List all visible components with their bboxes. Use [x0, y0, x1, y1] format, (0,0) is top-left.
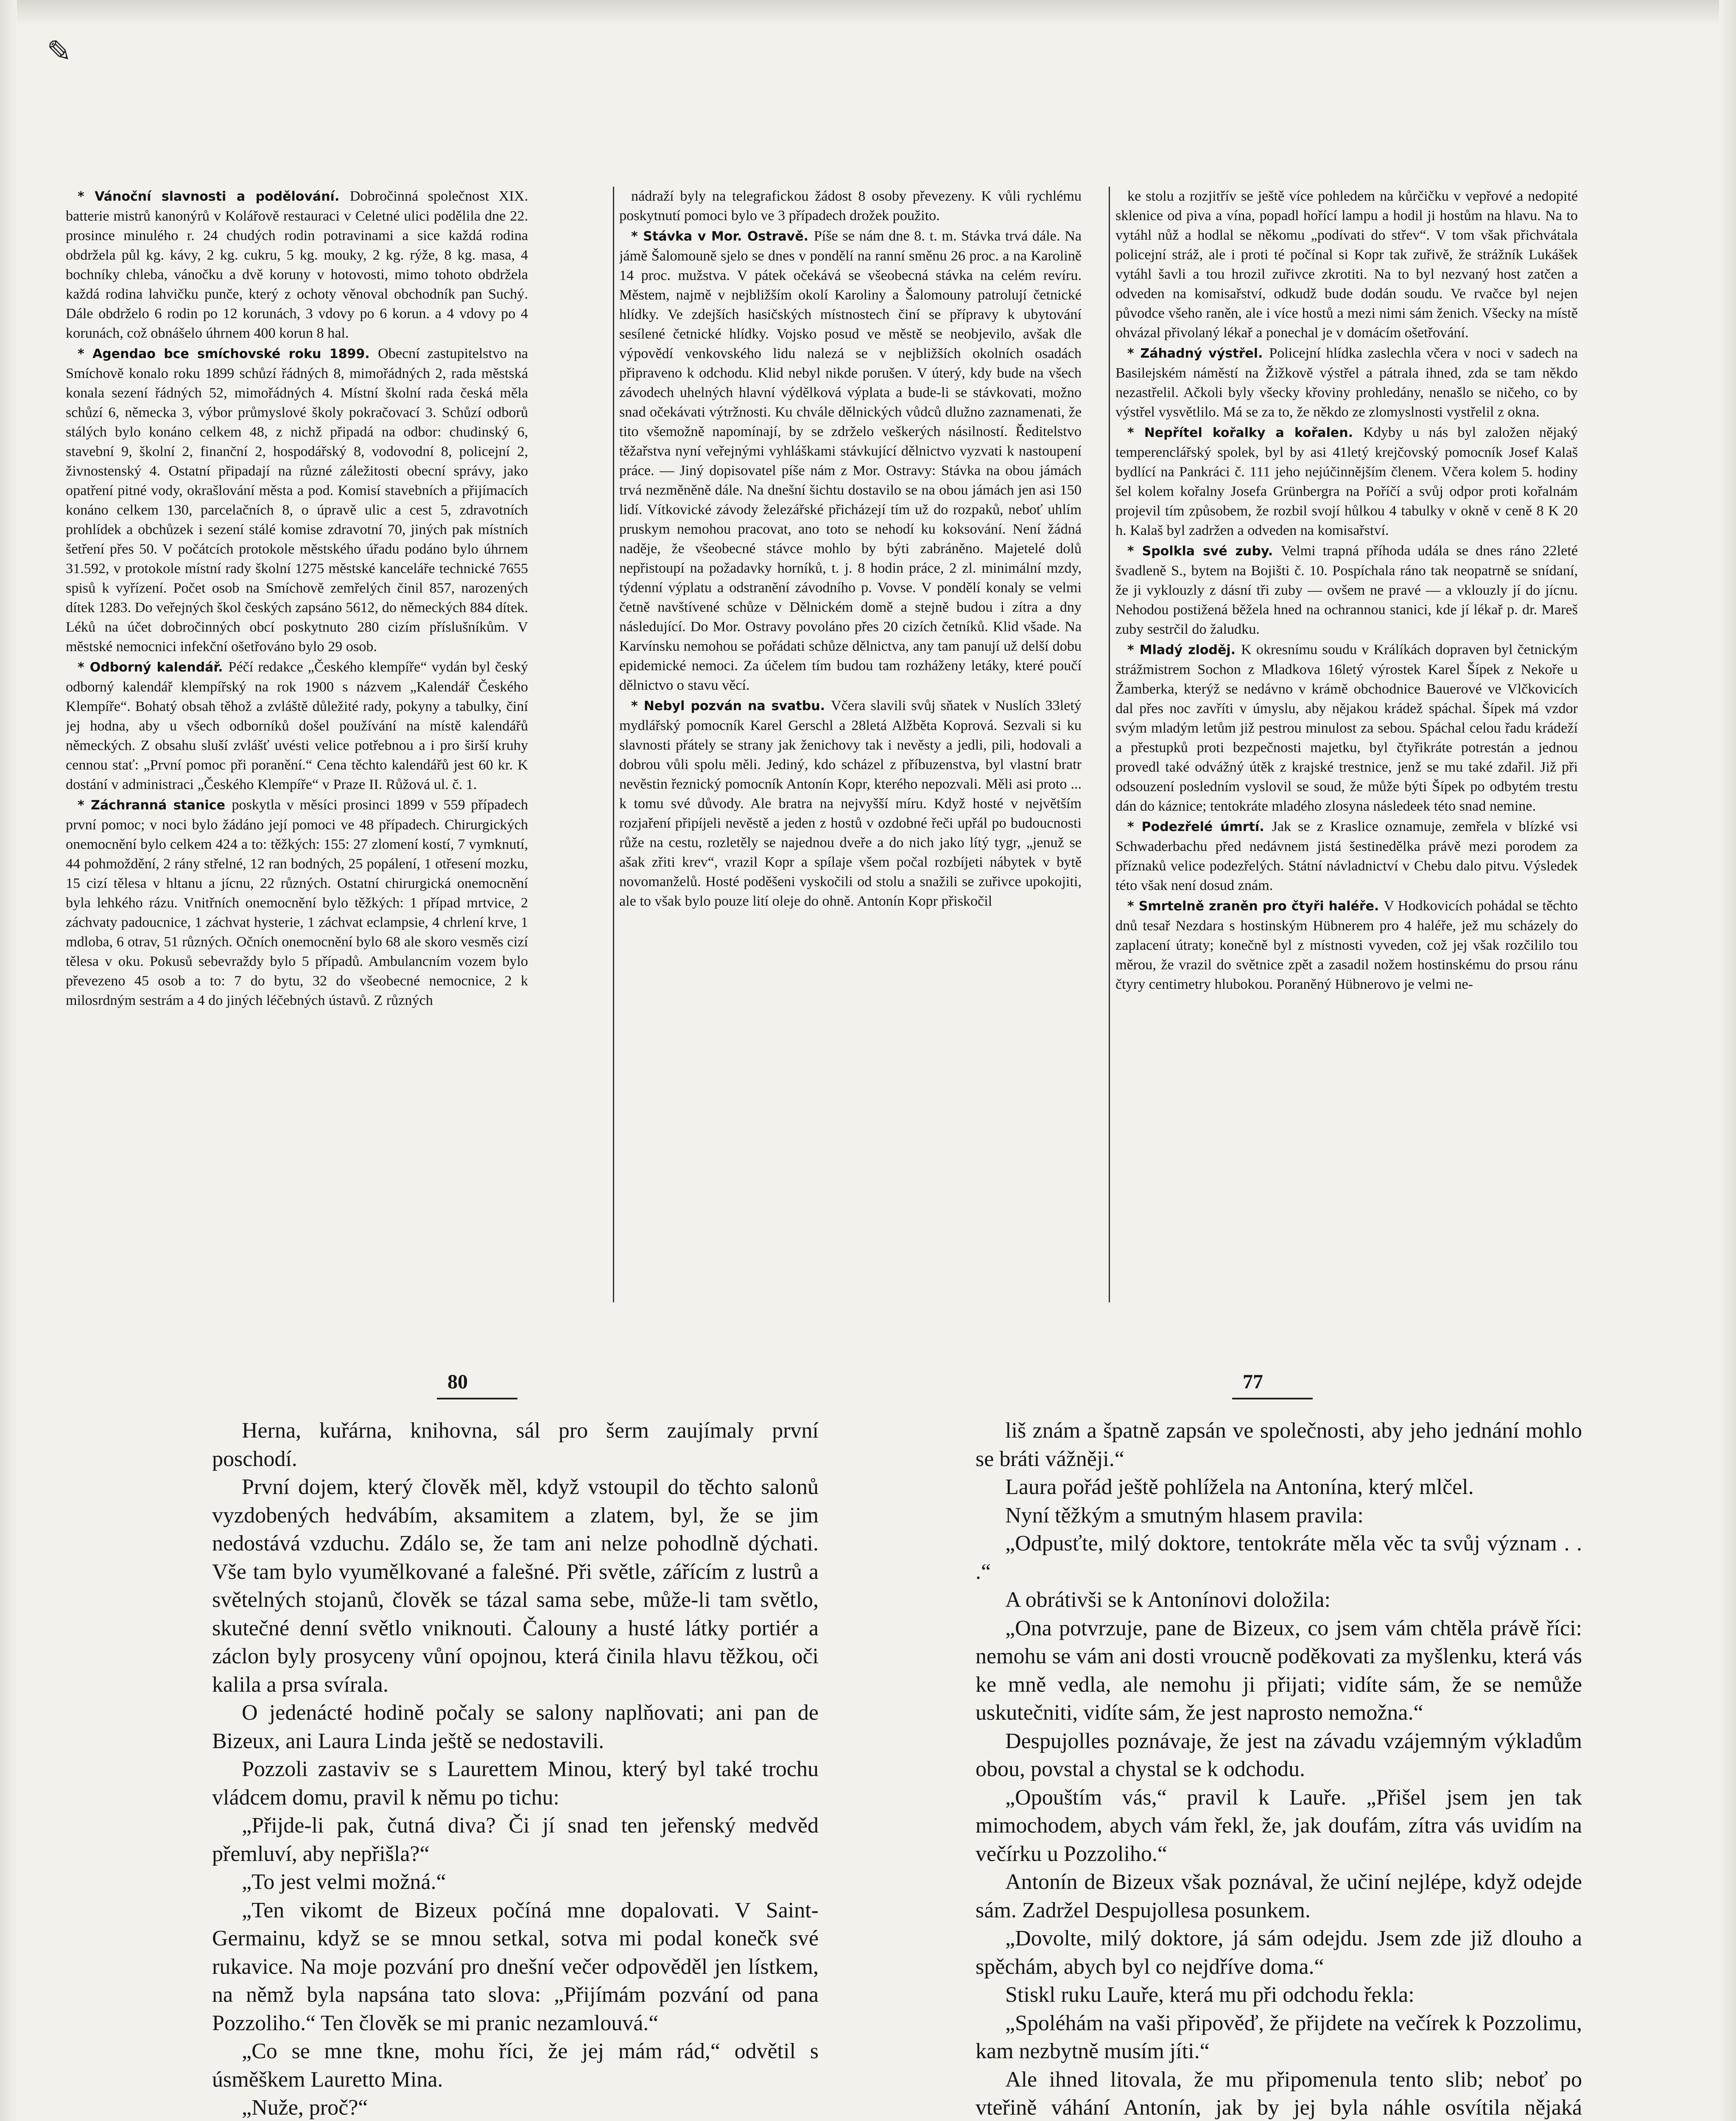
news-item-headline: * Spolkla své zuby. [1127, 544, 1281, 559]
news-item [1115, 640, 1578, 816]
news-item-text: Kdyby u nás byl založen nějaký temperenclářský spolek, byl by asi 41letý krejčovský pomocník Josef Kalaš bydlící na Pankráci č. 111 jeho nejúčinnějším členem. Včera kolem 5. hodiny šel kolem kořalny Josefa Grünbergra na Poříčí a svůj odpor proti kořalnám projevil tím způsobem, že rozbil svojí hůlkou 4 tabulky v okně v ceně 8 K 20 h. Kalaš byl zadržen a odveden na komisařství. [1115, 425, 1578, 538]
news-item-text: Jak se z Kraslice oznamuje, zemřela v blízké vsi Schwaderbachu před nedávnem jistá šestinedělka právě mezi porodem za příznaků velice podezřelých. Státní návladnictví v Chebu dalo pitvu. Výsledek této však není dosud znám. [1115, 819, 1578, 893]
page-number-rule [1232, 1398, 1313, 1399]
page-edge-right [1719, 0, 1736, 2121]
news-column-2 [619, 187, 1082, 1307]
news-item [66, 658, 528, 795]
news-item-text: nádraží byly na telegrafickou žádost 8 osoby převezeny. K vůli rychlému poskytnutí pomoci bylo ve 3 případech drožek použito. [619, 188, 1082, 224]
news-item-text: Píše se nám dne 8. t. m. Stávka trvá dále. Na jámě Šalomouně sjelo se dnes v pondělí na ranní směnu 26 proc. a na Karolině 14 proc. mužstva. V pátek očekává se všeobecná stávka na celém revíru. Městem, najmě v nejbližším okolí Karoliny a Šalomouny patrolují četnické hlídky. Ve zdejších hasičských místnostech činí se přípravy k ubytování sesílené četnické hlídky. Vojsko posud ve městě se neobjevilo, avšak dle výpovědí venkovského lidu nalezá se v nejbližších okolních osadách připraveno k odchodu. Klid nebyl nikde porušen. V úterý, kdy bude na všech závodech uhelných hlavní výdělková výplata a bude-li se stávkovati, možno snad očekávati výtržnosti. Ku chvále dělnických vůdců dlužno zaznamenati, že tito všemožně napomínají, by se zdrželo veškerých násilností. Ředitelstvo těžařstva nyní veřejnými vyhláškami stávkující dělnictvo vyzvati k nastoupení práce. — Jiný dopisovatel píše nám z Mor. Ostravy: Stávka na obou jámách trvá nezměněně dále. Na dnešní šichtu dostavilo se na obou jámách jen asi 150 lidí. Vítkovické závody železářské přicházejí tím už do rozpaků, neboť uhlím pruskym nemohou pracovat, ano toto se nehodí ku koksování. Není žádná naděje, že všeobecné stávce mohlo by býti zabráněno. Majetelé dolů nepřistoupí na požadavky horníků, t. j. 8 hodin práce, 2 zl. minimální mzdy, týdenní výplatu a odstranění závodního p. Vovse. V pondělí konaly se velmi četně navštívené schůze v Dělnickém domě a stejně budou i zítra a dny následující. Do Mor. Ostravy povoláno přes 20 cizích četníků. Klid všade. Na Karvínsku nemohou se pořádati schůze dělnictva, any tam panují už delší dobu epidemické nemoci. Za účelem tím budou tam rozháženy letáky, které poučí dělnictvo o stavu věcí. [619, 228, 1082, 693]
column-divider [1109, 187, 1110, 1302]
novel-paragraph: „Ten vikomt de Bizeux počíná mne dopalovati. V Saint-Germainu, když se se mnou setkal, sotva mi podal konečk své rukavice. Na moje pozvání pro dnešní večer odpověděl jen lístkem, na němž byla napsána tato slova: „Přijímám pozvání od pana Pozzoliho.“ Ten člověk se mi pranic nezamlouvá.“ [212, 1898, 819, 2035]
news-item-text: Obecní zastupitelstvo na Smíchově konalo roku 1899 schůzí řádných 8, mimořádných 2, rada městská konala sezení řádných 52, mimořádných 4. Místní školní rada česká měla schůzí 6, německa 3, výbor průmyslové školy pokračovací 3. Schůzí odborů stálých bylo konáno celkem 48, z nichž připadá na odbor: chudinský 6, stavební 9, školní 2, finanční 2, hospodářský 8, vodovodní 8, policejní 2, živnostenský 4. Ostatní připadají na různé záležitosti obecní správy, jako opatření pitné vody, okrašlování města a pod. Komisí stavebních a přijímacích konáno celkem 130, parcelačních 8, o úpravě ulic a cest 5, zdravotních prohlídek a obchůzek i sezení stálé komise zdravotní 70, jiných pak místních šetření přes 50. V počátcích protokole městského úřadu podáno bylo úhrnem 31.592, v protokole místní rady školní 1275 městské kanceláře technické 7655 spisů k vyřízení. Počet osob na Smíchově zemřelých činil 857, narozených dítek 1283. Do veřejných škol českých zapsáno 5612, do německých 884 dítek. Léků na účet dobročinných obcí poskytnuto 280 cizím příslušníkům. V městské nemocnici infekční ošetřováno bylo 29 osob. [66, 346, 528, 655]
novel-paragraph: O jedenácté hodině počaly se salony naplňovati; ani pan de Bizeux, ani Laura Linda ještě se nedostavili. [212, 1701, 819, 1753]
novel-column-left [212, 1417, 819, 2121]
novel-paragraph: liš znám a špatně zapsán ve společnosti, aby jeho jednání mohlo se bráti vážněji.“ [976, 1419, 1582, 1471]
news-item [619, 187, 1082, 226]
news-item [66, 344, 528, 657]
news-column-3 [1115, 187, 1578, 1307]
news-item [1115, 187, 1578, 343]
news-item-headline: * Stávka v Mor. Ostravě. [631, 229, 814, 244]
news-item-text: Dobročinná společnost XIX. batterie mistrů kanonýrů v Kolářově restauraci v Celetné ulici podělila dne 22. prosince minulého r. 24 chudých rodin potravinami a sice každá rodina obdržela půl kg. kávy, 2 kg. cukru, 5 kg. mouky, 2 kg. rýže, 8 kg. masa, 4 bochníky chleba, vánočku a dvě koruny v hotovosti, mimo tohoto obdržela každá rodina lahvičku punče, který z ochoty věnoval obchodník pan Suchý. Dále obdrželo 6 rodin po 12 korunách, 3 vdovy po 6 korun. a 4 vdovy po 4 korunách, což obnášelo úhrnem 400 korun 8 hal. [66, 188, 528, 341]
page-number-rule [437, 1398, 517, 1399]
news-item-headline: * Nepřítel kořalky a kořalen. [1127, 425, 1364, 440]
novel-paragraph: „Opouštím vás,“ pravil k Lauře. „Přišel jsem jen tak mimochodem, abych vám řekl, že, jak doufám, zítra vás uvidím na večírku u Pozzoliho.“ [976, 1785, 1582, 1866]
news-item [1115, 344, 1578, 422]
news-item-text: Péčí redakce „Českého klempíře“ vydán byl český odborný kalendář klempířský na rok 1900 s názvem „Kalendář Českého Klempíře“. Bohatý obsah těhož a zvláště důležité rady, pokyny a tabulky, činí jej hodna, aby u všech odborníků došel používání na místě kalendářů německých. Z obsahu sluší zvlášť uvésti velice potřebnou a i pro širší kruhy cennou stať: „První pomoc při poranění.“ Cena těchto kalendářů jest 60 kr. K dostání v administraci „Českého Klempíře“ v Praze II. Růžová ul. č. 1. [66, 659, 528, 792]
novel-paragraph: Laura pořád ještě pohlížela na Antonína, který mlčel. [1005, 1475, 1474, 1499]
novel-paragraph: Stiskl ruku Lauře, která mu při odchodu řekla: [1005, 1983, 1415, 2007]
news-item [619, 227, 1082, 695]
novel-paragraph: Antonín de Bizeux však poznával, že učiní nejlépe, když odejde sám. Zadržel Despujollesa posunkem. [976, 1870, 1582, 1922]
news-item [66, 795, 528, 1010]
novel-paragraph: Despujolles poznávaje, že jest na závadu vzájemným výkladům obou, povstal a chystal se k odchodu. [976, 1729, 1582, 1781]
news-item-text: Velmi trapná příhoda udála se dnes ráno 22leté švadleně S., bytem na Bojišti č. 10. Pospíchala ráno tak neopatrně se snídaní, že ji vyklouzly z dásní tři zuby — ovšem ne pravé — a vklouzly jí do jícnu. Nehodou postižená běžela hned na ochrannou stanici, kde jí lékař p. dr. Mareš zuby sestrčil do žaludku. [1115, 543, 1578, 637]
news-item-headline: * Agendao bce smíchovské roku 1899. [78, 347, 378, 361]
novel-paragraph: „Přijde-li pak, čutná diva? Či jí snad ten jeřenský medvěd přemluví, aby nepřišla?“ [212, 1813, 819, 1866]
novel-paragraph: „Dovolte, milý doktore, já sám odejdu. Jsem zde již dlouho a spěchám, abych byl co nejdříve doma.“ [976, 1926, 1582, 1979]
page-edge-left [0, 0, 17, 2121]
news-item-text: Policejní hlídka zaslechla včera v noci v sadech na Basilejském náměstí na Žižkově výstřel a pátrala ihned, zda se tam někdo nezastřelil. Ačkoli byly všecky křoviny prohledány, nenašlo se ničeho, co by výstřel vysvětlilo. Má se za to, že někdo ze zlomyslnosti vystřelil z okna. [1115, 345, 1578, 420]
novel-paragraph: První dojem, který člověk měl, když vstoupil do těchto salonů vyzdobených hedvábím, aksamitem a zlatem, byl, že se jim nedostává vzduchu. Zdálo se, že tam ani nelze pohodlně dýchati. Vše tam bylo vyumělkované a falešné. Při světle, zářícím z lustrů a světelných stojanů, člověk se tázal sama sebe, může-li tam světlo, skutečné denní světlo vniknouti. Čalouny a husté látky portiér a záclon byly prosyceny vůní opojnou, která činila hlavu těžkou, oči kalila a prsa svírala. [212, 1475, 819, 1697]
news-item [66, 187, 528, 343]
novel-paragraph: Ale ihned litovala, že mu připomenula tento slib; neboť po vteřině váhání Antonín, jak by jej byla náhle osvítila nějaká [976, 2067, 1582, 2120]
page-edge-top [0, 0, 1736, 25]
novel-paragraph: Nyní těžkým a smutným hlasem pravila: [1005, 1503, 1364, 1528]
news-item [1115, 896, 1578, 994]
news-item-headline: * Podezřelé úmrtí. [1127, 820, 1272, 834]
news-item [1115, 541, 1578, 639]
novel-column-right [976, 1417, 1582, 2121]
page-number-left: 80 [447, 1371, 468, 1393]
novel-paragraph: „Nuže, proč?“ [242, 2096, 368, 2120]
news-item-headline: * Smrtelně zraněn pro čtyři haléře. [1127, 899, 1384, 914]
novel-paragraph: „To jest velmi možná.“ [242, 1870, 446, 1894]
news-item [619, 696, 1082, 911]
news-item-headline: * Záhadný výstřel. [1127, 346, 1269, 361]
novel-paragraph: Herna, kuřárna, knihovna, sál pro šerm zaujímaly první poschodí. [212, 1419, 819, 1471]
novel-paragraph: „Odpusťte, milý doktore, tentokráte měla věc ta svůj význam . . .“ [976, 1531, 1582, 1584]
news-item-text: V Hodkovicích pohádal se těchto dnů tesař Nezdara s hostinským Hübnerem pro 4 haléře, jež mu scházely do zaplacení útraty; konečně byl z místnosti vyveden, což jej však rozčililo tou měrou, že vrazil do světnice zpět a zasadil nožem hostinskému do prsou ránu čtyry centimetry hlubokou. Poraněný Hübnerovo je velmi ne- [1115, 898, 1578, 992]
news-item-text: ke stolu a rozjitřív se ještě více pohledem na kůrčičku v vepřové a nedopité sklenice od piva a vína, popadl hořící lampu a hodil ji hostům na hlavu. Na to vytáhl nůž a hodlal se někomu „podívati do střev“. V tom však přichvátala policejní stráž, ale i proti té počínal si Kopr tak zuřivě, že strážník Lukášek vytáhl šavli a tou hrozil zuřivce zkrotiti. Na to byl nezvaný host zatčen a odveden na komisařství, odkudž bude dodán soudu. Ve rvačce byl nejen původce všeho raněn, ale i více hostů a mezi nimi sám ženich. Všecky na místě ohvázal přivolaný lékař a ponechal je v domácím ošetřování. [1115, 188, 1578, 341]
news-item [1115, 817, 1578, 895]
news-item-text: poskytla v měsíci prosinci 1899 v 559 případech první pomoc; v noci bylo žádáno její pomoci ve 48 případech. Chirurgických onemocnění bylo celkem 424 a to: těžkých: 155: 27 zlomení kostí, 7 vymknutí, 44 pohmoždění, 2 rány střelné, 12 ran bodných, 25 popálení, 1 otřesení mozku, 15 cizí tělesa v hltanu a jícnu, 22 různých. Ostatní chirurgická onemocnění byla lehkého rázu. Vnitřních onemocnění bylo těžkých: 1 případ mrtvice, 2 záchvaty padoucnice, 1 záchvat hysterie, 1 záchvat eclampsie, 4 chrlení krve, 1 mdloba, 6 otrav, 51 různých. Očních onemocnění bylo 68 ale skoro vesměs cizí tělesa v oku. Pokusů sebevraždy bylo 5 případů. Ambulancním vozem bylo převezeno 45 osob a to: 7 do bytu, 32 do všeobecné nemocnice, 2 k milosrdným sestrám a 4 do jiných léčebných ústavů. Z různých [66, 797, 528, 1008]
page-number-right: 77 [1243, 1371, 1263, 1393]
news-item-headline: * Záchranná stanice [78, 798, 232, 813]
news-item-headline: * Mladý zloděj. [1127, 643, 1241, 658]
novel-paragraph: „Co se mne tkne, mohu říci, že jej mám rád,“ odvětil s úsměškem Lauretto Mina. [212, 2039, 819, 2092]
corner-mark-icon: ✎ [47, 34, 72, 69]
news-item-headline: * Odborný kalendář. [78, 660, 229, 675]
news-item [1115, 423, 1578, 540]
news-column-1 [66, 187, 528, 1307]
news-item-text: K okresnímu soudu v Králíkách dopraven byl četnickým strážmistrem Sochon z Mladkova 16letý výrostek Karel Šípek z Nekoře u Žamberka, kterýž se nedávno v krámě obchodnice Bauerové ve Vlčkovicích dal přes noc zavříti v úmyslu, aby nějakou krádež spáchal. Šípek má vzdor svým mladým letům již pestrou minulost za sebou. Spáchal celou řadu krádeží a přestupků proti bezpečnosti majetku, byl čtyřikráte potrestán a jednou provedl také odvážný útěk z krajské trestnice, jenž se mu také zdařil. Již při odsouzení posledním vyslovil se soud, že může býti Šípek po odbytém trestu dán do káznice; tentokráte mladého zlosyna následeek této snad nemine. [1115, 642, 1578, 814]
news-item-text: Včera slavili svůj sňatek v Nuslích 33letý mydlářský pomocník Karel Gerschl a 28letá Alžběta Koprová. Sezvali si ku slavnosti přátely se strany jak ženichovy tak i nevěsty a jedli, pili, hodovali a dobrou vůli spolu měli. Jediný, kdo scházel z příbuzenstva, byl vlastní bratr nevěstin řeznický pomocník Antonín Kopr, kterého nepozvali. Měli asi proto ... k tomu své důvody. Ale bratra na nejvyšší míru. Když hosté v největším rozjaření připíjeli nevěstě a jeden z hostů v ozdobné řeči upřál po budoucnosti růže na cestu, rozletěly se najednou dveře a do nich jako lítý tygr, „jenuž se ašak zřiti krev“, vrazil Kopr a spílaje všem počal rozbíjeti nábytek v bytě novomanželů. Hosté poděšeni vyskočili od stolu a snažili se zuřivce upokojiti, ale to však bylo pouze lití oleje do ohně. Antonín Kopr přiskočil [619, 698, 1082, 909]
novel-paragraph: Pozzoli zastaviv se s Laurettem Minou, který byl také trochu vládcem domu, pravil k němu po tichu: [212, 1757, 819, 1810]
column-divider [613, 187, 614, 1302]
novel-paragraph: A obrátivši se k Antonínovi doložila: [1005, 1588, 1331, 1612]
novel-paragraph: „Ona potvrzuje, pane de Bizeux, co jsem vám chtěla právě říci: nemohu se vám ani dosti vroucně poděkovati za myšlenku, která vás ke mně vedla, ale nemohu ji přijati; vidíte sám, že se nemůže uskutečniti, vidíte sám, že jest naprosto nemožna.“ [976, 1616, 1582, 1725]
novel-paragraph: „Spoléhám na vaši připověď, že přijdete na večírek k Pozzolimu, kam nezbytně musím jíti.“ [976, 2011, 1582, 2063]
news-item-headline: * Vánoční slavnosti a podělování. [78, 189, 350, 204]
news-item-headline: * Nebyl pozván na svatbu. [631, 699, 831, 714]
